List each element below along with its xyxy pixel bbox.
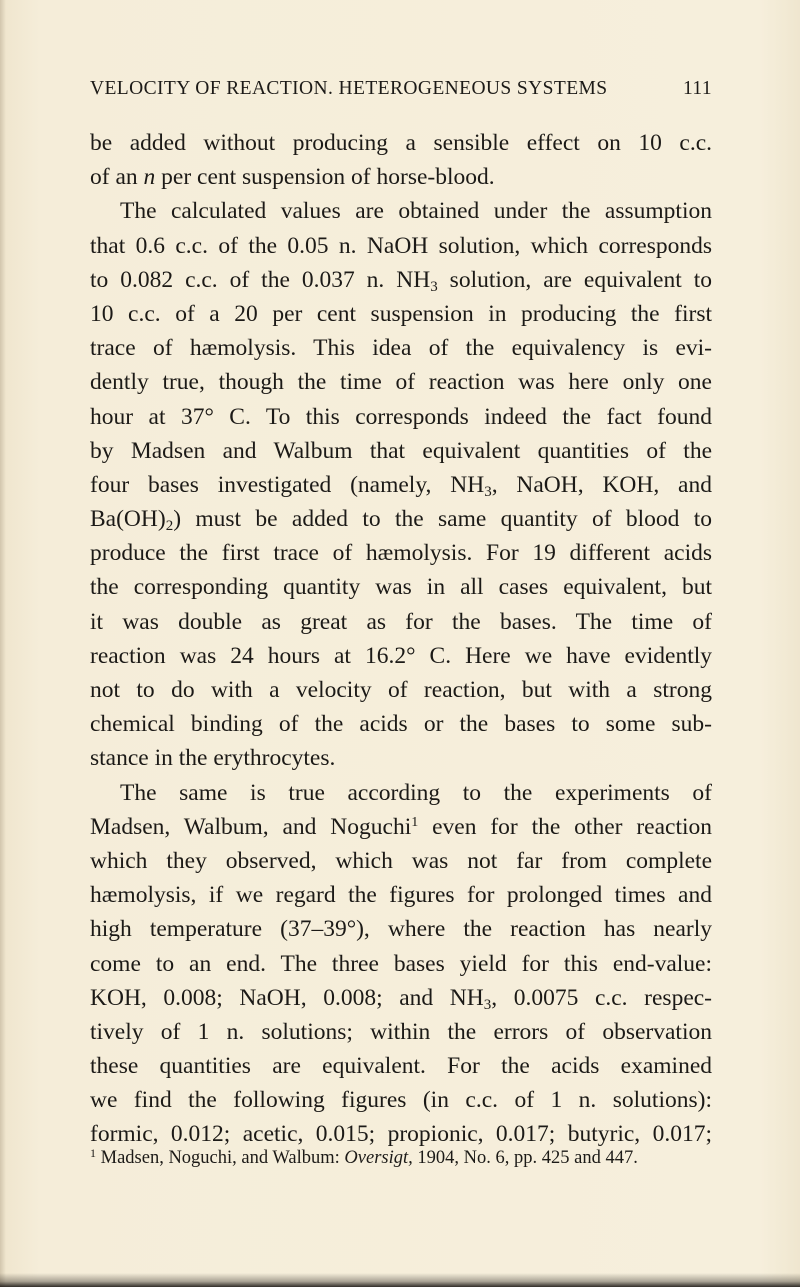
text-line: four bases investigated (namely, $NH_3$, NaOH, KOH, and: [90, 471, 712, 500]
text-line: reaction was 24 hours at 16.2° C. Here we have evidently: [90, 642, 712, 669]
text-line: we find the following figures (in c.c. of 1 n. solutions):: [90, 1087, 712, 1114]
body-text: [90, 126, 712, 1152]
text-line: of an n per cent suspension of horse-blood.: [90, 164, 495, 191]
footnote-details: 1904, No. 6, pp. 425 and 447.: [417, 1148, 638, 1168]
text-line: chemical binding of the acids or the bases to some sub-: [90, 711, 712, 738]
page-edge-shade: [0, 0, 6, 1287]
footnote: [90, 1148, 712, 1169]
text-line: by Madsen and Walbum that equivalent quantities of the: [90, 437, 712, 464]
text-line: The calculated values are obtained under the assumption: [120, 198, 712, 225]
text-line: stance in the erythrocytes.: [90, 745, 336, 772]
text-line: trace of hæmolysis. This idea of the equivalency is evi-: [90, 335, 712, 362]
text-line: to 0.082 c.c. of the 0.037 n. $NH_3$ solution, are equivalent to: [90, 266, 713, 295]
page-bottom-shadow: [0, 1273, 800, 1287]
running-head-title: VELOCITY OF REACTION. HETEROGENEOUS SYSTEMS: [90, 78, 608, 99]
footnote-marker: 1: [90, 1146, 96, 1160]
page-number: 111: [682, 78, 712, 99]
text-line: dently true, though the time of reaction was here only one: [90, 369, 712, 396]
text-line: Madsen, Walbum, and Noguchi$^1$ even for the other reaction: [90, 813, 713, 840]
text-line: KOH, 0.008; NaOH, 0.008; and $NH_3$, 0.0075 c.c. respec-: [90, 984, 713, 1013]
text-line: tively of 1 n. solutions; within the errors of observation: [90, 1018, 712, 1045]
text-line: the corresponding quantity was in all cases equivalent, but: [90, 574, 712, 601]
text-line: which they observed, which was not far from complete: [90, 847, 712, 874]
text-line: The same is true according to the experiments of: [120, 779, 712, 806]
text-line: these quantities are equivalent. For the acids examined: [90, 1053, 712, 1080]
text-line: not to do with a velocity of reaction, but with a strong: [90, 677, 712, 703]
text-line: hour at 37° C. To this corresponds indeed the fact found: [90, 403, 712, 430]
running-head: [90, 78, 712, 110]
text-line: it was double as great as for the bases. The time of: [90, 608, 712, 635]
text-line: that 0.6 c.c. of the 0.05 n. NaOH solution, which corresponds: [90, 232, 712, 259]
text-line: produce the first trace of hæmolysis. For 19 different acids: [90, 540, 712, 567]
footnote-journal: Oversigt,: [344, 1148, 413, 1168]
text-line: high temperature (37–39°), where the reaction has nearly: [90, 916, 712, 943]
text-line: 10 c.c. of a 20 per cent suspension in producing the first: [90, 300, 712, 327]
text-line: be added without producing a sensible effect on 10 c.c.: [90, 130, 712, 156]
footnote-authors: Madsen, Noguchi, and Walbum:: [100, 1148, 340, 1168]
text-line: come to an end. The three bases yield for this end-value:: [90, 950, 712, 977]
text-line: $Ba(OH)_2$) must be added to the same quantity of blood to: [90, 506, 712, 535]
text-line: hæmolysis, if we regard the figures for prolonged times and: [90, 882, 712, 909]
text-line: formic, 0.012; acetic, 0.015; propionic, 0.017; butyric, 0.017;: [90, 1121, 712, 1148]
